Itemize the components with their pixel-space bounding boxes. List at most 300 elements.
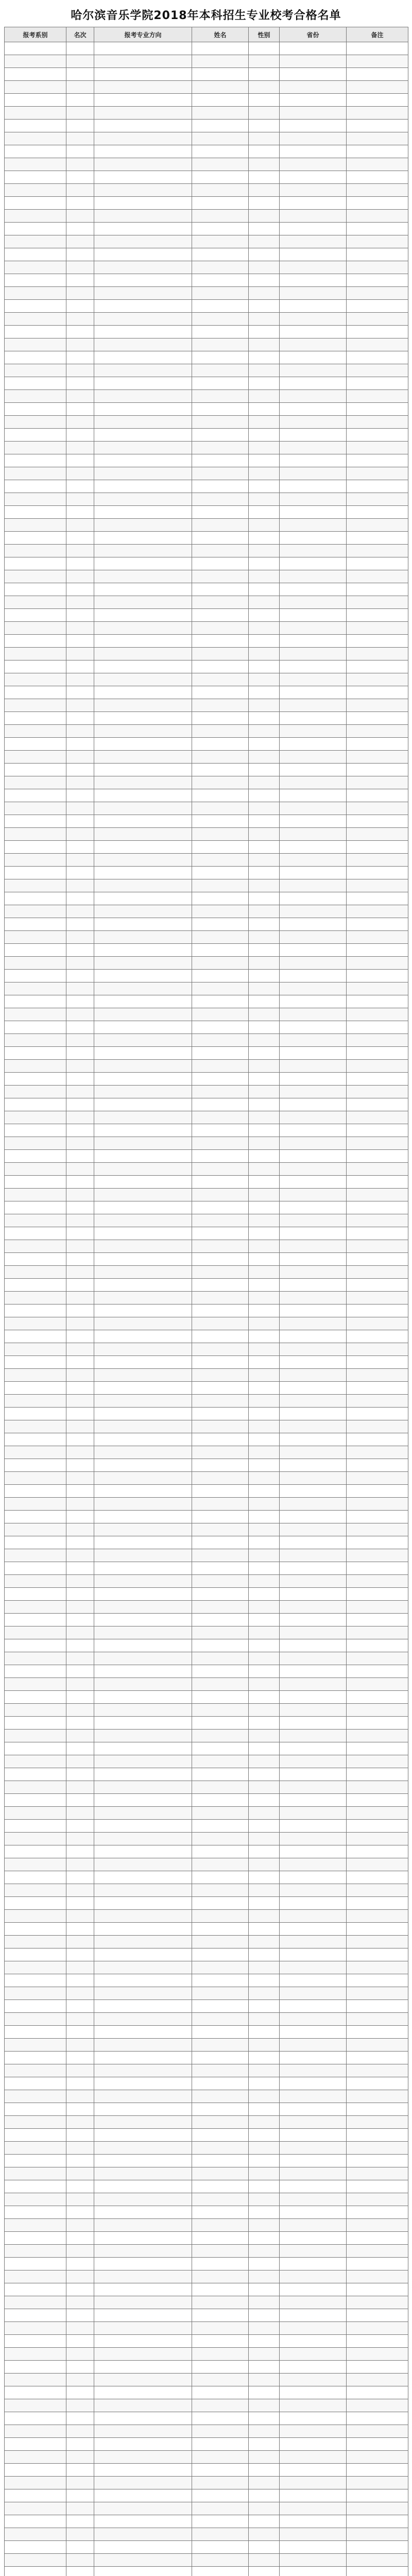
cell-name: [192, 300, 249, 313]
cell-department: [5, 1626, 66, 1639]
cell-major: [94, 2155, 192, 2167]
table-row: [5, 995, 408, 1008]
cell-province: [280, 2335, 347, 2348]
cell-major: [94, 1446, 192, 1459]
cell-major: [94, 596, 192, 609]
cell-remarks: [347, 1098, 408, 1111]
cell-remarks: [347, 338, 408, 351]
cell-gender: [249, 1588, 280, 1601]
cell-gender: [249, 1034, 280, 1047]
cell-rank: [66, 2077, 94, 2090]
cell-department: [5, 1742, 66, 1755]
cell-remarks: [347, 815, 408, 828]
cell-province: [280, 879, 347, 892]
cell-major: [94, 751, 192, 764]
cell-name: [192, 802, 249, 815]
table-row: [5, 377, 408, 390]
cell-remarks: [347, 635, 408, 648]
cell-gender: [249, 1884, 280, 1897]
cell-department: [5, 931, 66, 944]
cell-name: [192, 2116, 249, 2129]
cell-remarks: [347, 609, 408, 622]
cell-province: [280, 1395, 347, 1408]
cell-remarks: [347, 2477, 408, 2489]
cell-major: [94, 81, 192, 94]
table-row: [5, 802, 408, 815]
cell-department: [5, 944, 66, 957]
cell-rank: [66, 1304, 94, 1317]
cell-rank: [66, 776, 94, 789]
table-row: [5, 2013, 408, 2026]
cell-name: [192, 338, 249, 351]
cell-rank: [66, 1098, 94, 1111]
cell-province: [280, 2502, 347, 2515]
cell-province: [280, 1807, 347, 1820]
table-row: [5, 1279, 408, 1292]
cell-major: [94, 1356, 192, 1369]
table-row: [5, 467, 408, 480]
cell-remarks: [347, 1717, 408, 1730]
table-row: [5, 1665, 408, 1678]
cell-name: [192, 1408, 249, 1420]
cell-name: [192, 1060, 249, 1073]
cell-gender: [249, 1356, 280, 1369]
table-row: [5, 1588, 408, 1601]
cell-rank: [66, 120, 94, 132]
cell-remarks: [347, 2464, 408, 2477]
cell-name: [192, 1523, 249, 1536]
cell-province: [280, 403, 347, 416]
table-row: [5, 1176, 408, 1189]
table-row: [5, 2515, 408, 2528]
cell-major: [94, 1343, 192, 1356]
cell-rank: [66, 1472, 94, 1485]
cell-name: [192, 1626, 249, 1639]
cell-department: [5, 2283, 66, 2296]
cell-rank: [66, 2193, 94, 2206]
table-row: [5, 184, 408, 197]
cell-rank: [66, 1755, 94, 1768]
cell-major: [94, 1214, 192, 1227]
cell-major: [94, 2335, 192, 2348]
cell-remarks: [347, 1820, 408, 1833]
cell-rank: [66, 1150, 94, 1163]
cell-rank: [66, 235, 94, 248]
cell-major: [94, 68, 192, 81]
cell-remarks: [347, 493, 408, 506]
cell-name: [192, 2167, 249, 2180]
cell-remarks: [347, 995, 408, 1008]
cell-province: [280, 223, 347, 235]
cell-gender: [249, 660, 280, 673]
cell-major: [94, 2451, 192, 2464]
cell-major: [94, 583, 192, 596]
table-row: [5, 1304, 408, 1317]
cell-rank: [66, 699, 94, 712]
cell-name: [192, 55, 249, 68]
cell-name: [192, 132, 249, 145]
table-row: [5, 2399, 408, 2412]
cell-province: [280, 2464, 347, 2477]
cell-rank: [66, 364, 94, 377]
cell-name: [192, 1240, 249, 1253]
table-row: [5, 351, 408, 364]
cell-name: [192, 197, 249, 210]
cell-name: [192, 1717, 249, 1730]
cell-remarks: [347, 2219, 408, 2232]
cell-province: [280, 1601, 347, 1614]
table-row: [5, 789, 408, 802]
cell-major: [94, 970, 192, 982]
cell-gender: [249, 1820, 280, 1833]
cell-rank: [66, 1446, 94, 1459]
table-row: [5, 1717, 408, 1730]
cell-gender: [249, 1833, 280, 1845]
cell-rank: [66, 1086, 94, 1098]
cell-major: [94, 570, 192, 583]
table-row: [5, 2438, 408, 2451]
cell-gender: [249, 506, 280, 519]
cell-rank: [66, 1317, 94, 1330]
cell-department: [5, 545, 66, 557]
table-row: [5, 1575, 408, 1588]
cell-province: [280, 364, 347, 377]
cell-name: [192, 2451, 249, 2464]
cell-province: [280, 1266, 347, 1279]
cell-gender: [249, 2554, 280, 2567]
cell-major: [94, 1201, 192, 1214]
cell-major: [94, 313, 192, 326]
cell-remarks: [347, 467, 408, 480]
cell-major: [94, 1498, 192, 1511]
cell-department: [5, 442, 66, 454]
cell-rank: [66, 673, 94, 686]
cell-province: [280, 789, 347, 802]
cell-remarks: [347, 1755, 408, 1768]
cell-remarks: [347, 1742, 408, 1755]
table-row: [5, 1433, 408, 1446]
cell-department: [5, 1485, 66, 1498]
cell-name: [192, 1317, 249, 1330]
cell-gender: [249, 338, 280, 351]
cell-name: [192, 416, 249, 429]
cell-gender: [249, 1974, 280, 1987]
cell-name: [192, 223, 249, 235]
cell-province: [280, 1498, 347, 1511]
cell-remarks: [347, 2374, 408, 2386]
cell-department: [5, 1884, 66, 1897]
table-row: [5, 2464, 408, 2477]
cell-rank: [66, 1292, 94, 1304]
cell-rank: [66, 2013, 94, 2026]
cell-name: [192, 2554, 249, 2567]
cell-remarks: [347, 442, 408, 454]
cell-gender: [249, 2103, 280, 2116]
cell-province: [280, 1717, 347, 1730]
cell-gender: [249, 1936, 280, 1948]
cell-remarks: [347, 184, 408, 197]
table-row: [5, 1858, 408, 1871]
cell-name: [192, 2412, 249, 2425]
cell-remarks: [347, 1704, 408, 1717]
cell-major: [94, 1742, 192, 1755]
cell-gender: [249, 1923, 280, 1936]
cell-rank: [66, 635, 94, 648]
cell-name: [192, 1742, 249, 1755]
cell-gender: [249, 1807, 280, 1820]
cell-name: [192, 442, 249, 454]
table-row: [5, 1034, 408, 1047]
table-row: [5, 2064, 408, 2077]
cell-remarks: [347, 622, 408, 635]
cell-department: [5, 68, 66, 81]
cell-name: [192, 854, 249, 867]
cell-major: [94, 1253, 192, 1266]
table-row: [5, 867, 408, 879]
cell-remarks: [347, 660, 408, 673]
cell-province: [280, 519, 347, 532]
cell-province: [280, 1936, 347, 1948]
cell-province: [280, 184, 347, 197]
cell-major: [94, 2502, 192, 2515]
cell-name: [192, 2502, 249, 2515]
cell-major: [94, 557, 192, 570]
cell-gender: [249, 480, 280, 493]
cell-name: [192, 2477, 249, 2489]
cell-province: [280, 918, 347, 931]
cell-department: [5, 326, 66, 338]
cell-major: [94, 171, 192, 184]
cell-province: [280, 2090, 347, 2103]
cell-gender: [249, 1897, 280, 1910]
cell-major: [94, 828, 192, 841]
cell-name: [192, 1369, 249, 1382]
cell-major: [94, 879, 192, 892]
cell-province: [280, 776, 347, 789]
cell-name: [192, 1910, 249, 1923]
cell-gender: [249, 1086, 280, 1098]
table-row: [5, 235, 408, 248]
cell-department: [5, 1871, 66, 1884]
cell-name: [192, 970, 249, 982]
cell-province: [280, 1330, 347, 1343]
cell-name: [192, 648, 249, 660]
cell-name: [192, 351, 249, 364]
cell-department: [5, 815, 66, 828]
cell-major: [94, 364, 192, 377]
cell-name: [192, 635, 249, 648]
cell-department: [5, 2052, 66, 2064]
cell-gender: [249, 429, 280, 442]
cell-gender: [249, 1382, 280, 1395]
cell-rank: [66, 2425, 94, 2438]
cell-name: [192, 2567, 249, 2576]
table-row: [5, 1111, 408, 1124]
table-row: [5, 1073, 408, 1086]
cell-department: [5, 557, 66, 570]
cell-name: [192, 532, 249, 545]
cell-major: [94, 2090, 192, 2103]
cell-gender: [249, 1794, 280, 1807]
cell-rank: [66, 725, 94, 738]
cell-rank: [66, 403, 94, 416]
cell-rank: [66, 532, 94, 545]
table-row: [5, 1253, 408, 1266]
cell-remarks: [347, 519, 408, 532]
cell-province: [280, 429, 347, 442]
cell-name: [192, 2219, 249, 2232]
cell-gender: [249, 416, 280, 429]
table-row: [5, 132, 408, 145]
cell-rank: [66, 1279, 94, 1292]
cell-remarks: [347, 738, 408, 751]
cell-rank: [66, 1820, 94, 1833]
cell-name: [192, 2322, 249, 2335]
cell-gender: [249, 686, 280, 699]
cell-major: [94, 184, 192, 197]
cell-remarks: [347, 867, 408, 879]
cell-remarks: [347, 1446, 408, 1459]
cell-rank: [66, 1060, 94, 1073]
cell-department: [5, 789, 66, 802]
cell-rank: [66, 557, 94, 570]
cell-rank: [66, 519, 94, 532]
cell-department: [5, 429, 66, 442]
table-row: [5, 2167, 408, 2180]
cell-province: [280, 2386, 347, 2399]
cell-remarks: [347, 1021, 408, 1034]
cell-province: [280, 300, 347, 313]
cell-department: [5, 1549, 66, 1562]
cell-rank: [66, 1214, 94, 1227]
cell-gender: [249, 1073, 280, 1086]
table-row: [5, 1601, 408, 1614]
cell-gender: [249, 738, 280, 751]
cell-gender: [249, 583, 280, 596]
cell-major: [94, 1575, 192, 1588]
cell-name: [192, 1897, 249, 1910]
cell-province: [280, 2206, 347, 2219]
cell-name: [192, 2386, 249, 2399]
cell-province: [280, 1317, 347, 1330]
cell-department: [5, 1523, 66, 1536]
cell-name: [192, 1871, 249, 1884]
cell-name: [192, 828, 249, 841]
cell-remarks: [347, 2322, 408, 2335]
cell-department: [5, 2232, 66, 2245]
table-row: [5, 545, 408, 557]
cell-major: [94, 2245, 192, 2258]
cell-remarks: [347, 1214, 408, 1227]
table-row: [5, 776, 408, 789]
cell-province: [280, 2489, 347, 2502]
cell-remarks: [347, 1240, 408, 1253]
cell-rank: [66, 957, 94, 970]
cell-department: [5, 712, 66, 725]
cell-major: [94, 1047, 192, 1060]
cell-major: [94, 1910, 192, 1923]
cell-remarks: [347, 712, 408, 725]
cell-name: [192, 1575, 249, 1588]
cell-major: [94, 712, 192, 725]
cell-remarks: [347, 918, 408, 931]
cell-remarks: [347, 1974, 408, 1987]
cell-gender: [249, 1704, 280, 1717]
cell-remarks: [347, 764, 408, 776]
table-row: [5, 1356, 408, 1369]
cell-major: [94, 351, 192, 364]
table-row: [5, 2090, 408, 2103]
table-row: [5, 828, 408, 841]
cell-major: [94, 2425, 192, 2438]
cell-department: [5, 660, 66, 673]
cell-remarks: [347, 1047, 408, 1060]
cell-remarks: [347, 532, 408, 545]
cell-department: [5, 364, 66, 377]
cell-remarks: [347, 2232, 408, 2245]
cell-province: [280, 2064, 347, 2077]
cell-remarks: [347, 1588, 408, 1601]
table-row: [5, 699, 408, 712]
cell-province: [280, 81, 347, 94]
cell-remarks: [347, 2348, 408, 2361]
cell-rank: [66, 2502, 94, 2515]
cell-remarks: [347, 1253, 408, 1266]
cell-major: [94, 2064, 192, 2077]
table-row: [5, 673, 408, 686]
cell-major: [94, 1124, 192, 1137]
cell-name: [192, 2142, 249, 2155]
cell-province: [280, 2528, 347, 2541]
table-row: [5, 2052, 408, 2064]
table-row: [5, 480, 408, 493]
cell-rank: [66, 648, 94, 660]
table-row: [5, 557, 408, 570]
cell-remarks: [347, 2052, 408, 2064]
cell-remarks: [347, 158, 408, 171]
cell-major: [94, 1717, 192, 1730]
cell-gender: [249, 1511, 280, 1523]
cell-province: [280, 338, 347, 351]
table-row: [5, 1124, 408, 1137]
cell-gender: [249, 725, 280, 738]
cell-name: [192, 2090, 249, 2103]
cell-gender: [249, 2116, 280, 2129]
table-row: [5, 1511, 408, 1523]
cell-province: [280, 2026, 347, 2039]
cell-major: [94, 120, 192, 132]
cell-gender: [249, 1420, 280, 1433]
cell-rank: [66, 248, 94, 261]
cell-gender: [249, 1536, 280, 1549]
cell-gender: [249, 1227, 280, 1240]
cell-remarks: [347, 776, 408, 789]
cell-department: [5, 1820, 66, 1833]
cell-department: [5, 1948, 66, 1961]
cell-province: [280, 815, 347, 828]
cell-gender: [249, 815, 280, 828]
cell-remarks: [347, 1408, 408, 1420]
cell-major: [94, 789, 192, 802]
cell-major: [94, 2077, 192, 2090]
cell-gender: [249, 1395, 280, 1408]
cell-department: [5, 751, 66, 764]
cell-department: [5, 2013, 66, 2026]
cell-major: [94, 197, 192, 210]
cell-gender: [249, 1755, 280, 1768]
cell-major: [94, 1730, 192, 1742]
cell-department: [5, 1639, 66, 1652]
